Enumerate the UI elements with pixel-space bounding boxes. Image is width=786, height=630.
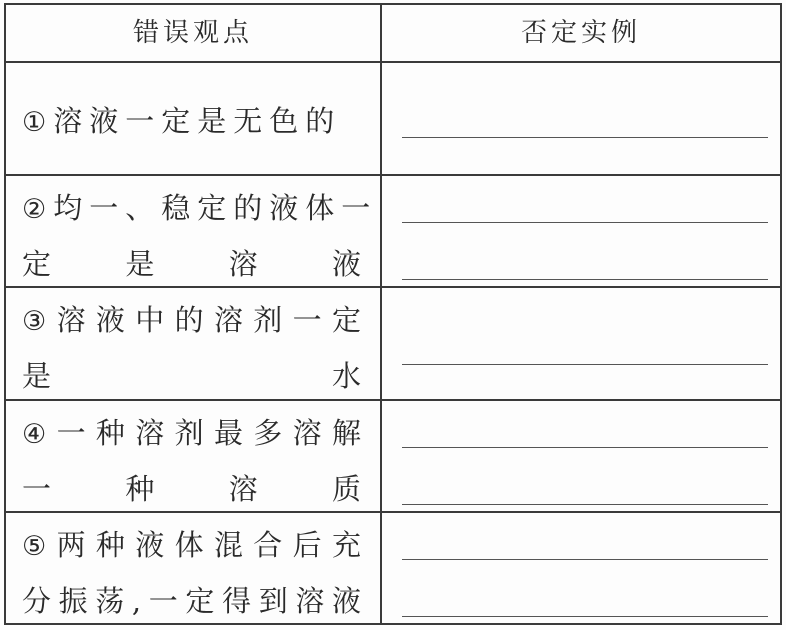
answer-blank-5b[interactable]: [402, 616, 768, 617]
wrong-view-4-line2: 一种溶质: [22, 472, 368, 506]
number-marker-3: ③: [22, 306, 57, 337]
wrong-view-2-line1: 均一、稳定的液体一: [53, 191, 378, 225]
answer-blank-5a[interactable]: [402, 559, 768, 560]
answer-blank-3[interactable]: [402, 364, 768, 365]
header-wrong-view: 错误观点: [132, 18, 253, 48]
table-row-5: [6, 513, 780, 623]
answer-blank-4a[interactable]: [402, 447, 768, 448]
table-header: [6, 5, 780, 63]
answer-blank-2b[interactable]: [402, 279, 768, 280]
table-row-4: [6, 401, 780, 513]
table-row-2: [6, 176, 780, 288]
number-marker-2: ②: [22, 194, 54, 225]
wrong-view-3-line1: 溶液中的溶剂一定: [56, 303, 368, 337]
wrong-view-5-line2: 分振荡,一定得到溶液: [22, 584, 368, 618]
misconception-table: [4, 3, 782, 625]
table-row-1: [6, 63, 780, 176]
wrong-view-5-line1: 两种液体混合后充: [56, 528, 368, 562]
wrong-view-3-line2: 是水: [22, 359, 368, 393]
number-marker-1: ①: [22, 107, 54, 138]
answer-blank-1[interactable]: [402, 137, 768, 138]
number-marker-4: ④: [22, 419, 57, 450]
answer-blank-4b[interactable]: [402, 504, 768, 505]
number-marker-5: ⑤: [22, 531, 57, 562]
wrong-view-2-line2: 定是溶液: [22, 247, 368, 281]
answer-blank-2a[interactable]: [402, 222, 768, 223]
wrong-view-4-line1: 一种溶剂最多溶解: [56, 416, 368, 450]
wrong-view-1-text: 溶液一定是无色的: [53, 104, 342, 138]
header-counterexample: 否定实例: [520, 18, 641, 48]
table-row-3: [6, 288, 780, 401]
